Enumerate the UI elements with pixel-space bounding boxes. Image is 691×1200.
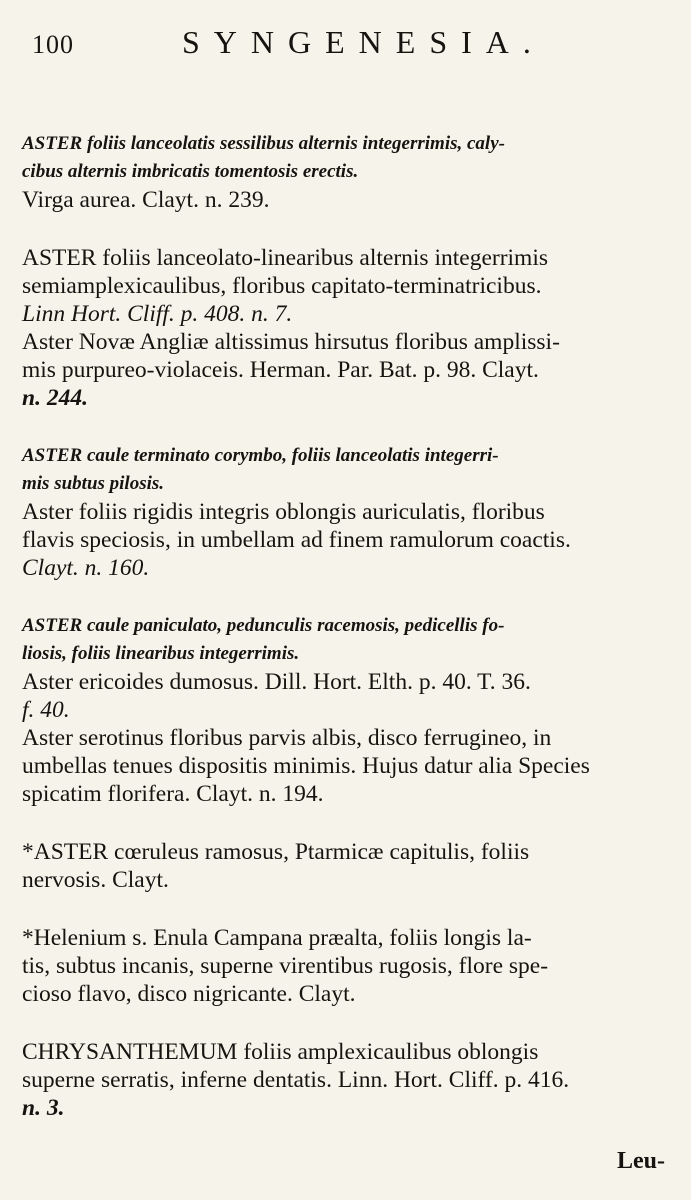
synonym-line: mis purpureo-violaceis. Herman. Par. Bat. p. 98. Clayt. (22, 357, 539, 383)
diagnosis-line: ASTER caule paniculato, pedunculis racemosis, pedicellis fo- (22, 615, 505, 636)
running-title: SYNGENESIA. (182, 24, 545, 60)
synonym-line: tis, subtus incanis, superne virentibus rugosis, flore spe- (22, 953, 549, 979)
species-entry (22, 838, 669, 894)
reference-line: n. 244. (22, 385, 88, 411)
diagnosis-line: ASTER foliis lanceolato-linearibus alternis integerrimis (22, 245, 549, 271)
diagnosis-line: semiamplexicaulibus, floribus capitato-terminatricibus. (22, 273, 542, 299)
reference-line: Clayt. n. 160. (22, 555, 150, 581)
diagnosis-line: CHRYSANTHEMUM foliis amplexicaulibus oblongis (22, 1039, 539, 1065)
reference-line: f. 40. (22, 697, 70, 723)
synonym-line: Virga aurea. Clayt. n. 239. (22, 187, 270, 213)
reference-line: n. 3. (22, 1095, 65, 1121)
diagnosis-line: ASTER caule terminato corymbo, foliis lanceolatis integerri- (22, 445, 499, 466)
species-entry (22, 442, 669, 582)
reference-line: Linn Hort. Cliff. p. 408. n. 7. (22, 301, 293, 327)
synonym-line: Aster Novæ Angliæ altissimus hirsutus floribus amplissi- (22, 329, 560, 355)
page-header (22, 22, 669, 74)
synonym-line: cioso flavo, disco nigricante. Clayt. (22, 981, 356, 1007)
synonym-line: spicatim florifera. Clayt. n. 194. (22, 781, 324, 807)
species-entry (22, 924, 669, 1008)
synonym-line: Aster foliis rigidis integris oblongis auriculatis, floribus (22, 499, 545, 525)
species-entry (22, 244, 669, 412)
synonym-line: Aster serotinus floribus parvis albis, disco ferrugineo, in (22, 725, 552, 751)
page-number: 100 (32, 30, 74, 59)
diagnosis-line: ASTER foliis lanceolatis sessilibus alternis integerrimis, caly- (22, 133, 505, 154)
synonym-line: nervosis. Clayt. (22, 867, 169, 893)
diagnosis-line: superne serratis, inferne dentatis. Linn. Hort. Cliff. p. 416. (22, 1067, 570, 1093)
catchword: Leu- (617, 1148, 665, 1174)
synonym-line: Aster ericoides dumosus. Dill. Hort. Elth. p. 40. T. 36. (22, 669, 531, 695)
synonym-line: *Helenium s. Enula Campana præalta, foliis longis la- (22, 925, 532, 951)
species-entry (22, 1038, 669, 1122)
species-entry (22, 130, 669, 214)
diagnosis-line: mis subtus pilosis. (22, 473, 165, 494)
diagnosis-line: cibus alternis imbricatis tomentosis erectis. (22, 161, 359, 182)
synonym-line: umbellas tenues dispositis minimis. Hujus datur alia Species (22, 753, 590, 779)
diagnosis-line: liosis, foliis linearibus integerrimis. (22, 643, 300, 664)
synonym-line: flavis speciosis, in umbellam ad finem ramulorum coactis. (22, 527, 571, 553)
species-entry (22, 612, 669, 808)
synonym-line: *ASTER cœruleus ramosus, Ptarmicæ capitulis, foliis (22, 839, 530, 865)
